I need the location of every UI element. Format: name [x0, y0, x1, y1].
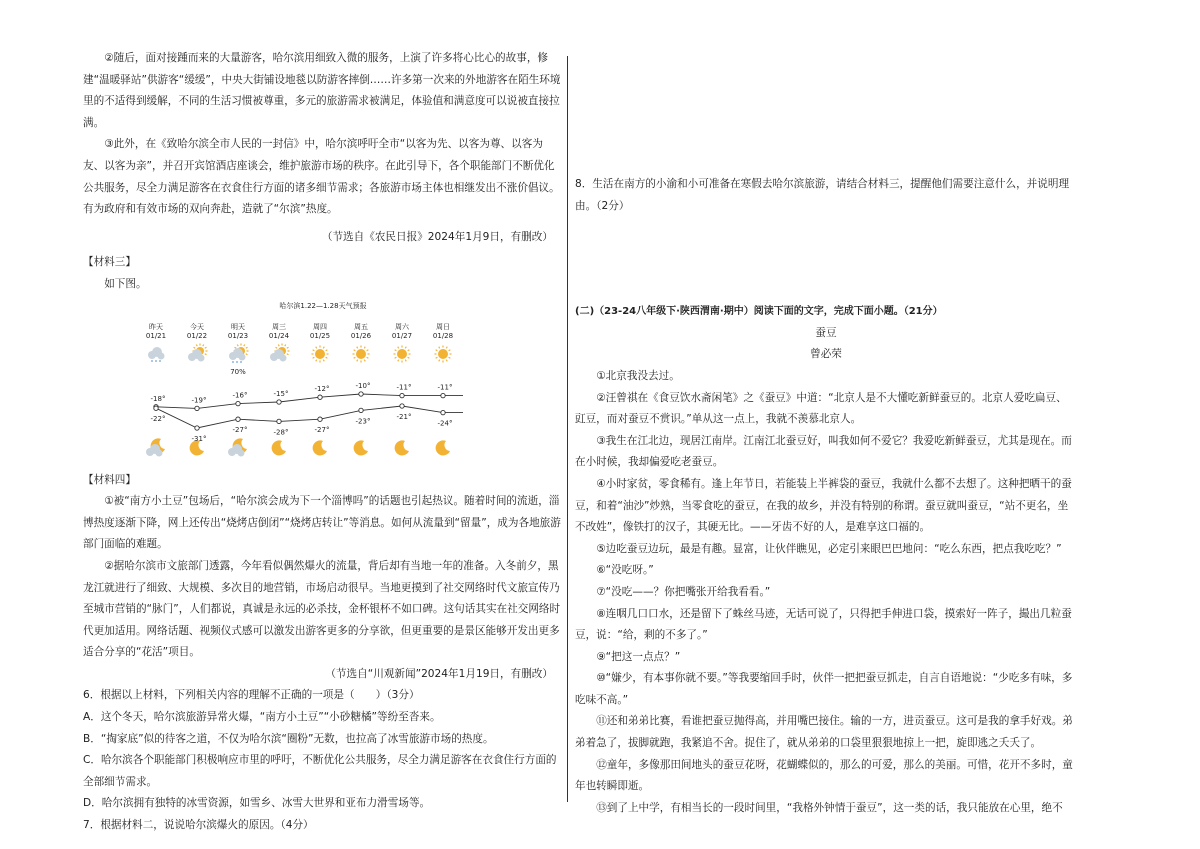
day-label: 周三 — [272, 322, 286, 331]
day-label: 周四 — [313, 322, 327, 331]
snow-icon — [232, 361, 242, 363]
article-author: 曾必荣 — [810, 348, 842, 361]
question-6-option-c: C．哈尔滨各个职能部门积极响应市里的呼吁，不断优化公共服务，尽全力满足游客在衣食住行方面的全部细节需求。 — [83, 754, 557, 788]
question-6: 6．根据以上材料，下列相关内容的理解不正确的一项是（ ）（3分） — [83, 689, 420, 702]
temperature-label: -11° — [396, 383, 412, 392]
date-label: 01/25 — [309, 331, 331, 340]
day-label: 周六 — [395, 322, 409, 331]
chart-title: 哈尔滨1.22—1.28天气预报 — [279, 301, 367, 310]
temperature-point — [400, 403, 404, 407]
precip-label: 70% — [230, 367, 246, 376]
temperature-label: -11° — [437, 383, 453, 392]
temperature-point — [400, 393, 404, 397]
article-paragraph-13: ⑬到了上中学，有相当长的一段时间里，“我格外钟情于蚕豆”，这一类的话，我只能放在心里，绝不 — [596, 801, 1063, 814]
temperature-point — [318, 395, 322, 399]
article-paragraph-3: ③我生在江北边，现居江南岸。江南江北蚕豆好，叫我如何不爱它？我爱吃新鲜蚕豆，尤其是现在。而在小时候，我却偏爱吃老蚕豆。 — [575, 434, 1072, 469]
article-paragraph-11: ⑪还和弟弟比赛，看谁把蚕豆抛得高，并用嘴巴接住。输的一方，进贡蚕豆。这可是我的拿手好戏。弟弟着急了，拔脚就跑，我紧追不舍。捉住了，就从弟弟的口袋里狠狠地掠上一把，旋即逃之夭夭了。 — [575, 715, 1073, 750]
temperature-label: -23° — [355, 416, 371, 425]
sun-icon — [312, 345, 329, 362]
material-4-paragraph-2: ②据哈尔滨市文旅部门透露，今年看似偶然爆火的流量，背后却有当地一年的准备。入冬前夕，黑龙江就进行了细致、大规模、多次目的地营销，市场启动很早。当地更摸到了社交网络时代文旅宣传乃至城市营销的“脉门”，人们都说，真诚是永远的必杀技，金杯银杯不如口碑。这句话其实在社交网络时代更加适用。网络话题、视频仪式感可以激发出游客更多的分享欲，但更重要的是景区能够开发出更多适合分享的“花活”项目。 — [83, 559, 561, 659]
question-6-option-d: D．哈尔滨拥有独特的冰雪资源，如雪乡、冰雪大世界和亚布力滑雪场等。 — [83, 797, 431, 810]
sun-icon — [435, 345, 452, 362]
paragraph-3: ③此外，在《致哈尔滨全市人民的一封信》中，哈尔滨呼吁全市“以客为先、以客为尊、以客为友、以客为亲”，并召开宾馆酒店座谈会，维护旅游市场的秩序。在此引导下，各个职能部门不断优化公共服务，尽全力满足游客在衣食住行方面的诸多细节需求；各旅游市场主体也相继发出不涨价倡议。有为政府和有效市场的双向奔赴，造就了“尔滨”热度。 — [83, 138, 560, 216]
question-6-option-b: B．“掏家底”似的待客之道，不仅为哈尔滨“圈粉”无数，也拉高了冰雪旅游市场的热度。 — [83, 732, 494, 745]
article-paragraph-5: ⑤边吃蚕豆边玩，最是有趣。显富，让伙伴瞧见，必定引来眼巴巴地问：“吃么东西，把点我吃吃？” — [596, 542, 1062, 555]
date-label: 01/21 — [145, 331, 167, 340]
temperature-point — [277, 399, 281, 403]
temperature-label: -28° — [273, 427, 289, 436]
temperature-label: -10° — [355, 381, 371, 390]
day-label: 明天 — [231, 322, 245, 331]
material-3-title: 【材料三】 — [83, 256, 136, 269]
temperature-point — [441, 410, 445, 414]
day-label: 周五 — [354, 322, 368, 331]
temperature-point — [154, 406, 158, 410]
article-paragraph-12: ⑫童年，多像那田间地头的蚕豆花呀，花蝴蝶似的，那么的可爱，那么的美丽。可惜，花开不多时，童年也转瞬即逝。 — [575, 758, 1073, 793]
temperature-label: -19° — [191, 395, 207, 404]
temperature-point — [277, 419, 281, 423]
temperature-label: -27° — [314, 425, 330, 434]
article-paragraph-8: ⑧连咽几口口水，还是留下了蛛丝马迹，无话可说了，只得把手伸进口袋，摸索好一阵子，撮出几粒蚕豆，说：“给，剩的不多了。” — [575, 607, 1072, 642]
article-paragraph-2: ②汪曾祺在《食豆饮水斋闲笔》之《蚕豆》中道：“北京人是不大懂吃新鲜蚕豆的。北京人爱吃扁豆、豇豆，而对蚕豆不赏识。”单从这一点上，我就不羡慕北京人。 — [575, 391, 1067, 426]
article-paragraph-7: ⑦“没吃——？你把嘴张开给我看看。” — [596, 585, 771, 598]
day-label: 今天 — [190, 322, 204, 331]
temperature-point — [236, 401, 240, 405]
article-title: 蚕豆 — [815, 326, 837, 339]
date-label: 01/26 — [350, 331, 372, 340]
temperature-point — [318, 417, 322, 421]
temperature-point — [359, 408, 363, 412]
temperature-label: -21° — [396, 412, 412, 421]
date-label: 01/23 — [227, 331, 249, 340]
day-label: 周日 — [436, 322, 450, 331]
date-label: 01/28 — [432, 331, 454, 340]
right-column — [575, 48, 1077, 819]
section-2-heading: (二)（23-24八年级下·陕西渭南·期中）阅读下面的文字，完成下面小题。（21分） — [575, 306, 943, 318]
temperature-label: -27° — [232, 425, 248, 434]
temperature-line-low — [156, 406, 463, 428]
date-label: 01/27 — [391, 331, 413, 340]
question-8: 8．生活在南方的小渝和小可准备在寒假去哈尔滨旅游，请结合材料三，提醒他们需要注意什么，并说明理由。（2分） — [575, 178, 1070, 212]
source-note-2: （节选自“川观新闻”2024年1月19日，有删改） — [325, 667, 553, 680]
article-paragraph-10: ⑩“嫌少，有本事你就不要。”等我要缩回手时，伙伴一把把蚕豆抓走，自言自语地说：“少吃多有味，多吃味不高。” — [575, 672, 1073, 706]
moon-icon — [354, 440, 368, 455]
sun-icon — [353, 345, 370, 362]
article-paragraph-1: ①北京我没去过。 — [596, 369, 680, 382]
temperature-label: -22° — [150, 414, 166, 423]
left-column — [83, 48, 563, 837]
material-4-paragraph-1: ①被“南方小土豆”包场后，“哈尔滨会成为下一个淄博吗”的话题也引起热议。随着时间的流逝，淄博热度逐渐下降，网上还传出“烧烤店倒闭”“烧烤店转让”等消息。如何从流量到“留量”，成为各地旅游部门面临的难题。 — [83, 495, 561, 551]
article-paragraph-6: ⑥“没吃呀。” — [596, 564, 654, 577]
sun-icon — [394, 345, 411, 362]
date-label: 01/22 — [186, 331, 208, 340]
moon-icon — [313, 440, 327, 455]
temperature-point — [236, 417, 240, 421]
day-label: 昨天 — [149, 322, 163, 331]
article-paragraph-9: ⑨“把这一点点？” — [596, 650, 681, 663]
column-divider — [567, 56, 568, 802]
article-paragraph-4: ④小时家贫，零食稀有。逢上年节日，若能装上半裤袋的蚕豆，我就什么都不去想了。这种把晒干的蚕豆，和着“油沙”炒熟，当零食吃的蚕豆，在我的故乡，并没有特别的称谓。蚕豆就叫蚕豆，“站不更名，坐不改姓”，像铁打的汉子，其硬无比。——牙齿不好的人，是难享这口福的。 — [575, 477, 1072, 534]
temperature-label: -16° — [232, 391, 248, 400]
moon-icon — [395, 440, 409, 455]
temperature-point — [195, 425, 199, 429]
material-3-text: 如下图。 — [104, 277, 147, 290]
question-7: 7．根据材料二，说说哈尔滨爆火的原因。（4分） — [83, 819, 314, 832]
material-4-title: 【材料四】 — [83, 473, 136, 486]
temperature-label: -18° — [150, 394, 166, 403]
weather-chart-svg — [83, 296, 563, 470]
date-label: 01/24 — [268, 331, 290, 340]
moon-icon — [272, 440, 286, 455]
temperature-point — [195, 406, 199, 410]
cloud-icon — [148, 347, 165, 360]
temperature-point — [359, 391, 363, 395]
temperature-label: -24° — [437, 419, 453, 428]
paragraph-2: ②随后，面对接踵而来的大量游客，哈尔滨用细致入微的服务，上演了许多将心比心的故事，修建“温暖驿站”供游客“缓缓”，中央大街铺设地毯以防游客摔倒……许多第一次来的外地游客在陌生环境里的不适得到缓解，不同的生活习惯被尊重，多元的旅游需求被满足，体验值和满意度可以说被直接拉满。 — [83, 52, 561, 129]
temperature-label: -15° — [273, 389, 289, 398]
weather-chart — [83, 296, 563, 470]
snow-icon — [151, 360, 161, 362]
moon-icon — [436, 440, 450, 455]
source-note-1: （节选自《农民日报》2024年1月9日，有删改） — [321, 230, 553, 243]
temperature-label: -12° — [314, 384, 330, 393]
temperature-label: -31° — [191, 434, 207, 443]
question-6-option-a: A．这个冬天，哈尔滨旅游异常火爆，“南方小土豆”“小砂糖橘”等纷至沓来。 — [83, 711, 441, 724]
temperature-point — [441, 393, 445, 397]
